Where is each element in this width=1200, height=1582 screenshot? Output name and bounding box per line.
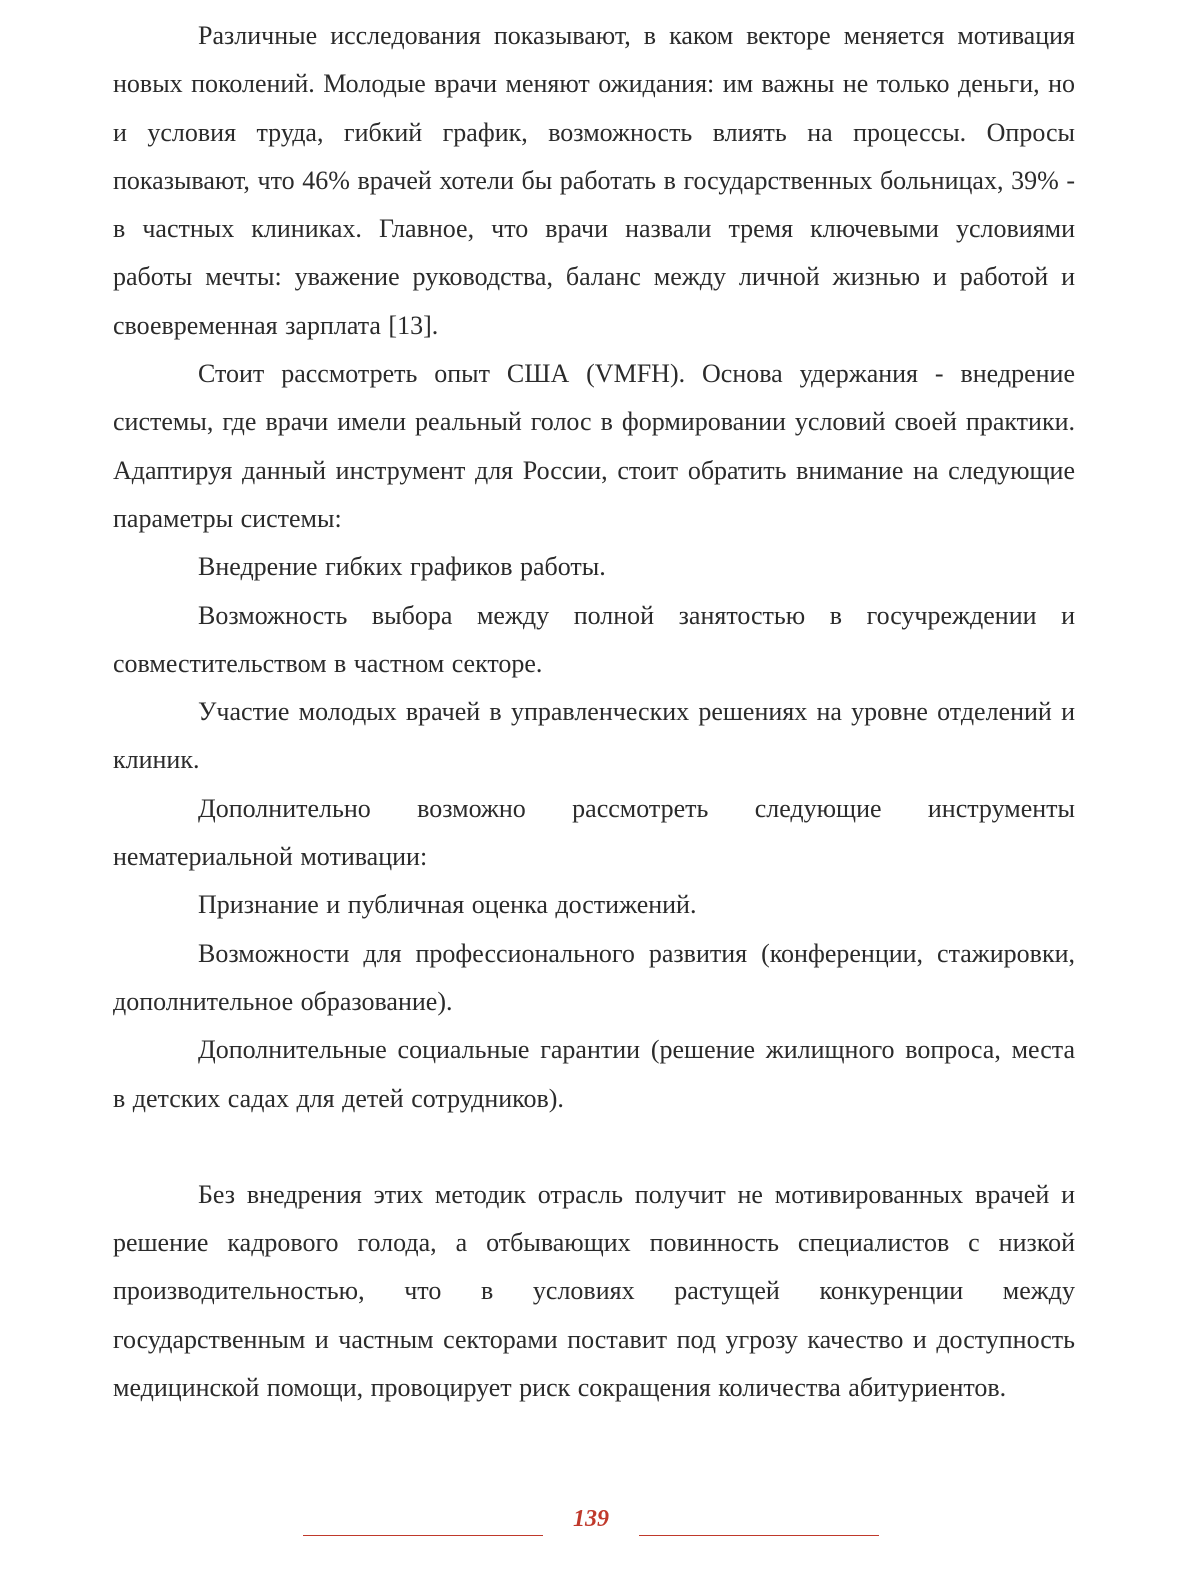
list-item: Признание и публичная оценка достижений. xyxy=(198,890,697,920)
footer-rule-right xyxy=(639,1535,879,1536)
list-item: Дополнительные социальные гарантии (решение жилищного вопроса, места в детских садах для детей сотрудников). xyxy=(113,1035,1075,1113)
document-body xyxy=(113,12,1075,1412)
list-item: Участие молодых врачей в управленческих решениях на уровне отделений и клиник. xyxy=(113,697,1075,775)
paragraph: Без внедрения этих методик отрасль получит не мотивированных врачей и решение кадрового голода, а отбывающих повинность специалистов с низкой производительностью, что в условиях растущей конкуренции между государственным и частным секторами поставит под угрозу качество и доступность медицинской помощи, провоцирует риск сокращения количества абитуриентов. xyxy=(113,1179,1075,1403)
page-number: 139 xyxy=(573,1506,609,1532)
page-footer xyxy=(0,1502,1200,1542)
list-item: Возможности для профессионального развития (конференции, стажировки, дополнительное образование). xyxy=(113,938,1075,1016)
list-item: Внедрение гибких графиков работы. xyxy=(198,552,606,582)
blank-line xyxy=(113,1123,1075,1171)
paragraph: Стоит рассмотреть опыт США (VMFH). Основа удержания - внедрение системы, где врачи имели реальный голос в формировании условий своей практики. Адаптируя данный инструмент для России, стоит обратить внимание на следующие параметры системы: xyxy=(113,359,1075,533)
list-item: Возможность выбора между полной занятостью в госучреждении и совместительством в частном секторе. xyxy=(113,600,1075,678)
paragraph: Дополнительно возможно рассмотреть следующие инструменты нематериальной мотивации: xyxy=(113,793,1075,872)
paragraph: Различные исследования показывают, в каком векторе меняется мотивация новых поколений. Молодые врачи меняют ожидания: им важны не только деньги, но и условия труда, гибкий график, возможность влиять на процессы. Опросы показывают, что 46% врачей хотели бы работать в государственных больницах, 39% - в частных клиниках. Главное, что врачи назвали тремя ключевыми условиями работы мечты: уважение руководства, баланс между личной жизнью и работой и своевременная зарплата [13]. xyxy=(113,21,1075,340)
footer-rule-left xyxy=(303,1535,543,1536)
